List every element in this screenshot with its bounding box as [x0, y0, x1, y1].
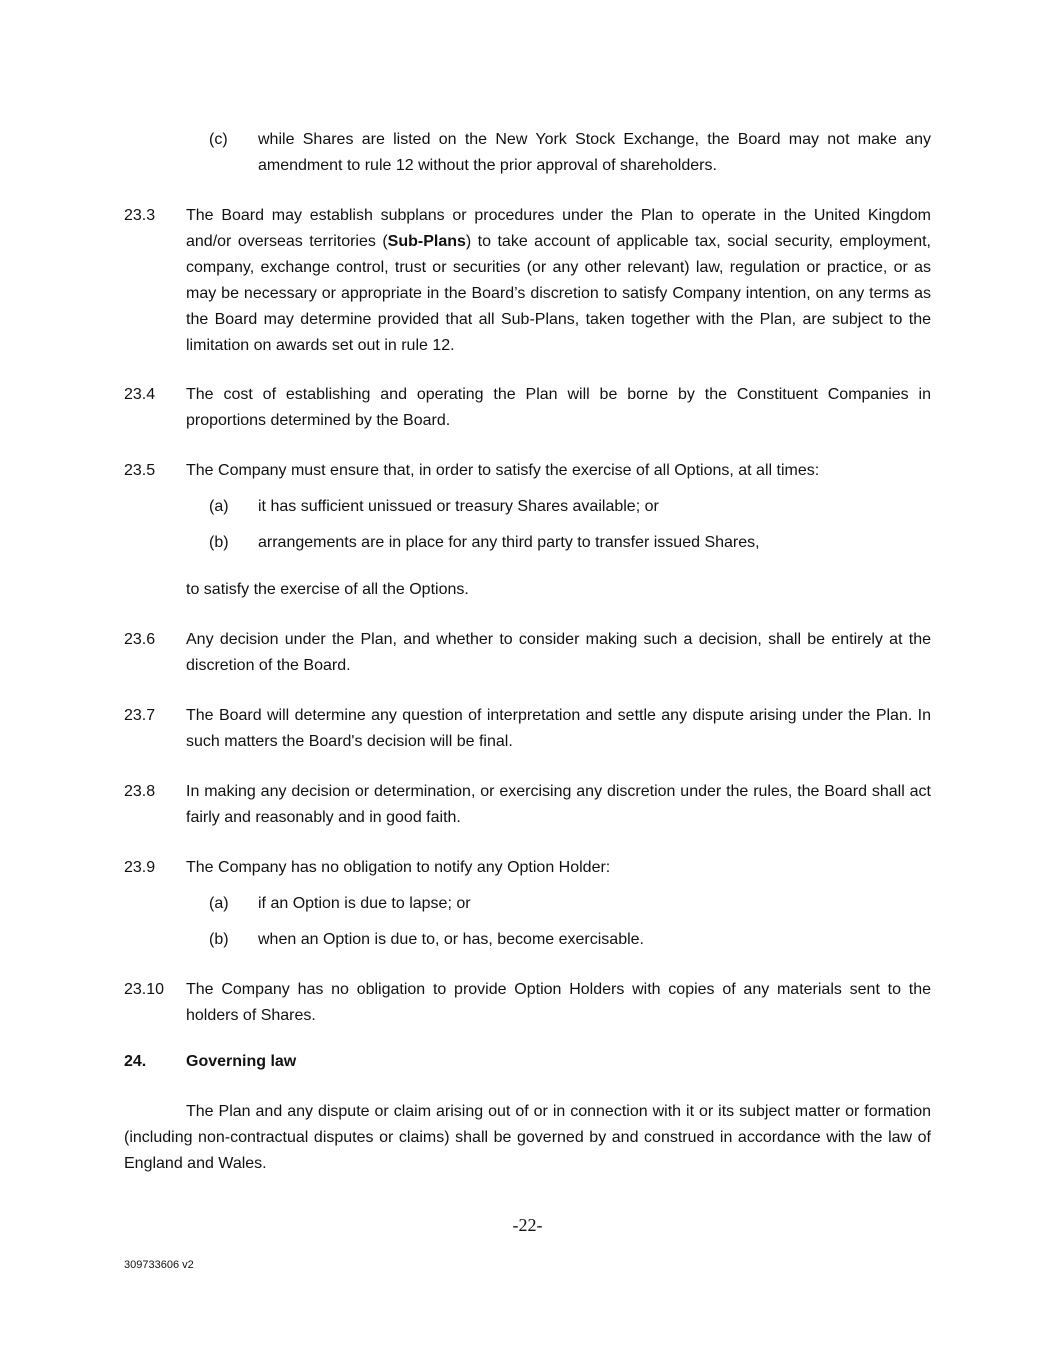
section-24-number: 24.: [124, 1053, 147, 1070]
clause-23-7-number: 23.7: [124, 707, 156, 724]
section-24-title: Governing law: [186, 1053, 297, 1070]
clause-23-4-text: The cost of establishing and operating the Plan will be borne by the Constituent Companies in proportions determined by the Board.: [186, 386, 931, 429]
clause-23-3-text-before: The Board may establish subplans or procedures under the Plan to operate in the United Kingdom and/or overseas territories (: [186, 207, 931, 250]
clause-23-5-number: 23.5: [124, 462, 156, 479]
clause-23-5-text: The Company must ensure that, in order to satisfy the exercise of all Options, at all times:: [186, 462, 820, 479]
clause-23-6-text: Any decision under the Plan, and whether to consider making such a decision, shall be entirely at the discretion of the Board.: [186, 631, 931, 674]
clause-23-5-a-text: it has sufficient unissued or treasury Shares available; or: [258, 498, 659, 515]
clause-23-6-number: 23.6: [124, 631, 156, 648]
sub-plans-term: Sub-Plans: [387, 233, 466, 250]
clause-23-5-a-label: (a): [209, 498, 229, 515]
page-number: -22-: [512, 1215, 543, 1235]
document-reference: 309733606 v2: [124, 1259, 194, 1271]
clause-23-9-b-text: when an Option is due to, or has, become exercisable.: [258, 931, 644, 948]
clause-c-label: (c): [209, 131, 228, 148]
clause-23-3-text-after: ) to take account of applicable tax, social security, employment, company, exchange control, trust or securities (or any other relevant) law, regulation or practice, or as may be necessary or appropriate in the Board’s discretion to satisfy Company intention, on any terms as the Board may determine provided that all Sub-Plans, taken together with the Plan, are subject to the limitation on awards set out in rule 12.: [186, 233, 931, 354]
clause-23-4-number: 23.4: [124, 386, 156, 403]
clause-23-5-tail: to satisfy the exercise of all the Options.: [186, 581, 469, 598]
clause-23-9-a-label: (a): [209, 895, 229, 912]
clause-23-9-text: The Company has no obligation to notify any Option Holder:: [186, 859, 611, 876]
clause-23-7-text: The Board will determine any question of interpretation and settle any dispute arising under the Plan. In such matters the Board's decision will be final.: [186, 707, 931, 750]
clause-23-3-text: [186, 203, 931, 359]
clause-23-3-number: 23.3: [124, 207, 156, 224]
clause-23-10-text: The Company has no obligation to provide Option Holders with copies of any materials sent to the holders of Shares.: [186, 981, 931, 1024]
clause-23-5-b-label: (b): [209, 534, 229, 551]
clause-23-9-a-text: if an Option is due to lapse; or: [258, 895, 471, 912]
clause-23-5-b-text: arrangements are in place for any third party to transfer issued Shares,: [258, 534, 760, 551]
clause-23-10-number: 23.10: [124, 981, 165, 998]
clause-23-8-number: 23.8: [124, 783, 156, 800]
clause-23-9-number: 23.9: [124, 859, 156, 876]
clause-23-8-text: In making any decision or determination, or exercising any discretion under the rules, the Board shall act fairly and reasonably and in good faith.: [186, 783, 931, 826]
clause-c-text: while Shares are listed on the New York Stock Exchange, the Board may not make any amendment to rule 12 without the prior approval of shareholders.: [258, 131, 931, 174]
clause-23-9-b-label: (b): [209, 931, 229, 948]
section-24-text: The Plan and any dispute or claim arising out of or in connection with it or its subject matter or formation (including non-contractual disputes or claims) shall be governed by and construed in accordance with the law of England and Wales.: [124, 1103, 931, 1172]
